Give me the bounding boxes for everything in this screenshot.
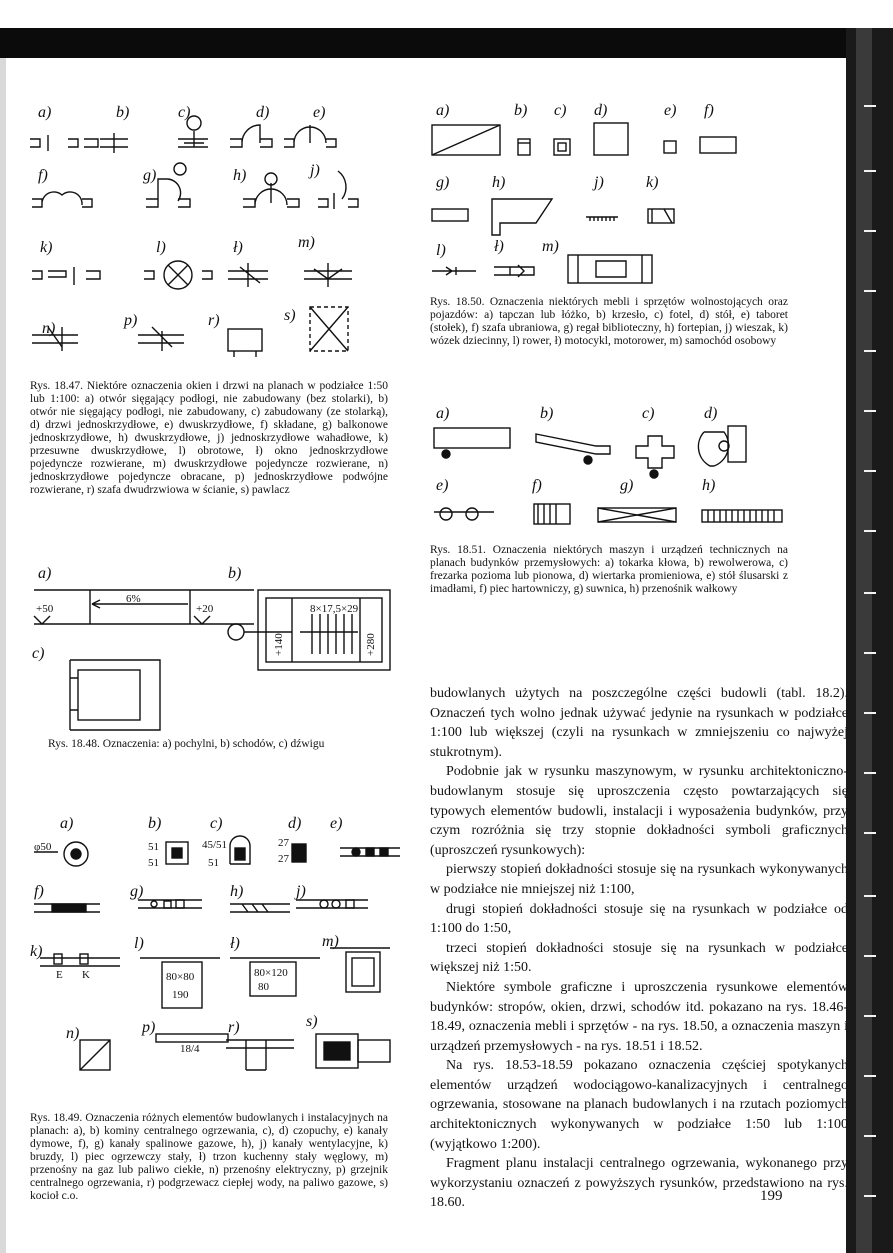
f49-l2-bottom: 80: [258, 981, 269, 993]
figure-18-48: [30, 560, 400, 735]
figure-18-51-caption: Rys. 18.51. Oznaczenia niektórych maszyn i urządzeń technicznych na planach budynków przemysłowych: a) tokarka kłowa, b) rewolwerowa, c) frezarka pozioma lub pionowa, d) wiertarka promieniowa, e) stół ślusarski z imadłami, f) piec hartowniczy, g) suwnica, h) przenośnik wałkowy: [430, 544, 788, 595]
f48-stair-dims: 8×17,5×29: [310, 603, 359, 615]
f51-label: d): [704, 405, 718, 422]
f48-level-right: +20: [196, 603, 214, 615]
f49-label: ł): [230, 935, 240, 952]
f50-label: b): [514, 102, 528, 119]
f47-label: e): [313, 104, 326, 121]
f49-label: j): [296, 883, 306, 900]
body-text: [430, 684, 848, 1213]
f48-level-b1: +140: [273, 633, 285, 656]
edge-mark: [864, 955, 876, 957]
f49-label: m): [322, 933, 339, 950]
f49-label: f): [34, 883, 44, 900]
f50-label: l): [436, 242, 446, 259]
f47-label: b): [116, 104, 130, 121]
figure-18-49-caption: Rys. 18.49. Oznaczenia różnych elementów budowlanych i instalacyjnych na planach: a), b) kominy centralnego ogrzewania, c), d) czopuchy, e) kanały dymowe, f), g) kanały spalinowe gazowe, h), j) kanały wentylacyjne, k) bruzdy, l) piec ogrzewczy stały, ł) trzon kuchenny stały węglowy, m) przenośny na gaz lub paliwo ciekłe, n) przenośny elektryczny, p) grzejnik centralnego ogrzewania, r) podgrzewacz ciepłej wody, na paliwo gazowe, s) kocioł c.o.: [30, 1112, 388, 1202]
f48-label: b): [228, 565, 242, 582]
f48-level-b2: +280: [365, 633, 377, 656]
f51-label: h): [702, 477, 716, 494]
f51-label: f): [532, 477, 542, 494]
f49-p-value: 18/4: [180, 1043, 200, 1055]
edge-mark: [864, 1195, 876, 1197]
figure-18-50: [428, 95, 808, 295]
f50-label: f): [704, 102, 714, 119]
paragraph: pierwszy stopień dokładności stosuje się na rysunkach wykonywanych w podziałce nie mniejszej niż 1:100,: [430, 862, 848, 897]
edge-mark: [864, 1015, 876, 1017]
edge-mark: [864, 832, 876, 834]
f49-label: g): [130, 883, 144, 900]
f49-d-top: 27: [278, 837, 289, 849]
f50-label: m): [542, 238, 559, 255]
edge-mark: [864, 1075, 876, 1077]
f51-label: a): [436, 405, 450, 422]
edge-mark: [864, 470, 876, 472]
paragraph: budowlanych użytych na poszczególne części budowli (tabl. 18.2). Oznaczeń tych wolno jednak używać jedynie na rysunkach w podziałce 1:100 lub większej (czyli na rysunkach w zmniejszeniu co najwyżej stukrotnym).: [430, 686, 848, 760]
edge-mark: [864, 592, 876, 594]
f51-label: b): [540, 405, 554, 422]
f49-label: b): [148, 815, 162, 832]
f49-label: n): [66, 1025, 80, 1042]
f49-label: k): [30, 943, 43, 960]
page-number: 199: [760, 1188, 783, 1204]
scan-top-edge: [0, 28, 893, 58]
edge-mark: [864, 410, 876, 412]
f47-label: m): [298, 234, 315, 251]
f49-label: a): [60, 815, 74, 832]
figure-18-47-caption: Rys. 18.47. Niektóre oznaczenia okien i drzwi na planach w podziałce 1:50 lub 1:100: a) otwór sięgający podłogi, nie zabudowany (bez stolarki), b) otwór nie sięgający podłogi, nie zabudowany, c) zabudowany (ze stolarką), d) drzwi jednoskrzydłowe, e) dwuskrzydłowe, f) składane, g) balkonowe jednoskrzydłowe, h) dwuskrzydłowe, j) jednoskrzydłowe wahadłowe, k) przesuwne dwuskrzydłowe, l) obrotowe, ł) okno jednoskrzydłowe pojedyncze rozwierane, m) dwuskrzydłowe pojedyncze rozwierane, n) jednoskrzydłowe pojedyncze obracane, p) jednoskrzydłowe podwójne rozwierane, r) szafa dwudrzwiowa w ścianie, s) pawlacz: [30, 380, 388, 496]
scan-left-edge: [0, 58, 6, 1253]
f48-label: c): [32, 645, 45, 662]
f47-label: d): [256, 104, 270, 121]
figure-18-50-caption: Rys. 18.50. Oznaczenia niektórych mebli i sprzętów wolnostojących oraz pojazdów: a) tapczan lub łóżko, b) krzesło, c) fotel, d) stół, e) taboret (stołek), f) szafa ubraniowa, g) regał biblioteczny, h) fortepian, j) wieszak, k) wózek dziecinny, l) rower, ł) motocykl, motorower, m) samochód osobowy: [430, 296, 788, 347]
f47-label: c): [178, 104, 191, 121]
f49-l2-top: 80×120: [254, 967, 288, 979]
edge-mark: [864, 105, 876, 107]
paragraph: trzeci stopień dokładności stosuje się na rysunkach w podziałce większej niż 1:50.: [430, 940, 848, 976]
f49-l-bottom: 190: [172, 989, 189, 1001]
figure-18-47: [28, 95, 408, 375]
f47-label: l): [156, 239, 166, 256]
f47-label: h): [233, 167, 247, 184]
edge-mark: [864, 895, 876, 897]
f50-label: h): [492, 174, 506, 191]
f50-label: g): [436, 174, 450, 191]
f47-label: r): [208, 312, 220, 329]
f49-label: h): [230, 883, 244, 900]
f49-c-bottom: 51: [208, 857, 219, 869]
f48-slope: 6%: [126, 593, 141, 605]
f50-label: k): [646, 174, 659, 191]
f51-label: e): [436, 477, 449, 494]
f49-c-top: 45/51: [202, 839, 228, 851]
f49-b-top: 51: [148, 841, 159, 853]
f49-label: r): [228, 1019, 240, 1036]
edge-mark: [864, 652, 876, 654]
f47-label: n): [42, 320, 56, 337]
f50-label: ł): [494, 238, 504, 255]
paragraph: Podobnie jak w rysunku maszynowym, w rysunku architektoniczno-budowlanym stosuje się uproszczenia często powtarzających się typowych elementów budowli, instalacji i wyposażenia budynków, przy czym rozróżnia się trzy stopnie dokładności symboli graficznych (uproszczeń rysunkowych):: [430, 764, 848, 858]
edge-mark: [864, 772, 876, 774]
f48-label: a): [38, 565, 52, 582]
edge-mark: [864, 350, 876, 352]
edge-mark: [864, 530, 876, 532]
f47-label: f): [38, 167, 48, 184]
f50-label: c): [554, 102, 567, 119]
f47-label: j): [310, 162, 320, 179]
paragraph: Na rys. 18.53-18.59 pokazano oznaczenia częściej spotykanych elementów urządzeń wodociągowo-kanalizacyjnych i centralnego ogrzewania, stosowane na planach budowlanych i na rzutach poziomych architektonicznych wykonywanych w podziałce 1:50 lub 1:100 (wyjątkowo 1:200).: [430, 1058, 848, 1152]
f49-k-k: K: [82, 969, 90, 981]
f50-label: d): [594, 102, 608, 119]
figure-18-49: [30, 808, 400, 1108]
edge-mark: [864, 170, 876, 172]
edge-mark: [864, 290, 876, 292]
f49-label: l): [134, 935, 144, 952]
f47-label: a): [38, 104, 52, 121]
paragraph: drugi stopień dokładności stosuje się na rysunkach w podziałce od 1:100 do 1:50,: [430, 901, 848, 937]
f51-label: c): [642, 405, 655, 422]
f49-a-value: φ50: [34, 841, 52, 853]
f49-k-e: E: [56, 969, 63, 981]
f49-label: d): [288, 815, 302, 832]
f49-label: s): [306, 1013, 318, 1030]
edge-mark: [864, 1135, 876, 1137]
f49-label: e): [330, 815, 343, 832]
f50-label: j): [594, 174, 604, 191]
edge-mark: [864, 712, 876, 714]
f49-b-bottom: 51: [148, 857, 159, 869]
f49-label: c): [210, 815, 223, 832]
f47-label: ł): [233, 239, 243, 256]
f49-l-top: 80×80: [166, 971, 195, 983]
f47-label: s): [284, 307, 296, 324]
f47-label: g): [143, 167, 157, 184]
paragraph: Fragment planu instalacji centralnego ogrzewania, wykonanego przy wykorzystaniu oznaczeń z powyższych rysunków, przedstawiono na rys. 18.60.: [430, 1156, 848, 1211]
figure-18-48-caption: Rys. 18.48. Oznaczenia: a) pochylni, b) schodów, c) dźwigu: [48, 738, 325, 750]
paragraph: Niektóre symbole graficzne i uproszczenia rysunkowe elementów budynków: stropów, okien, drzwi, schodów itd. pokazano na rys. 18.46-18.49, oznaczenia mebli i sprzętów - na rys. 18.50, a oznaczenia maszyn i urządzeń przemysłowych - na rys. 18.51 i 18.52.: [430, 979, 848, 1054]
f50-label: a): [436, 102, 450, 119]
edge-mark: [864, 230, 876, 232]
figure-18-51: [428, 398, 808, 538]
f50-label: e): [664, 102, 677, 119]
f49-d-bottom: 27: [278, 853, 289, 865]
f47-label: k): [40, 239, 53, 256]
f48-level-left: +50: [36, 603, 54, 615]
f47-label: p): [124, 312, 138, 329]
f49-label: p): [142, 1019, 156, 1036]
f51-label: g): [620, 477, 634, 494]
scan-right-edge-inner: [856, 28, 872, 1253]
